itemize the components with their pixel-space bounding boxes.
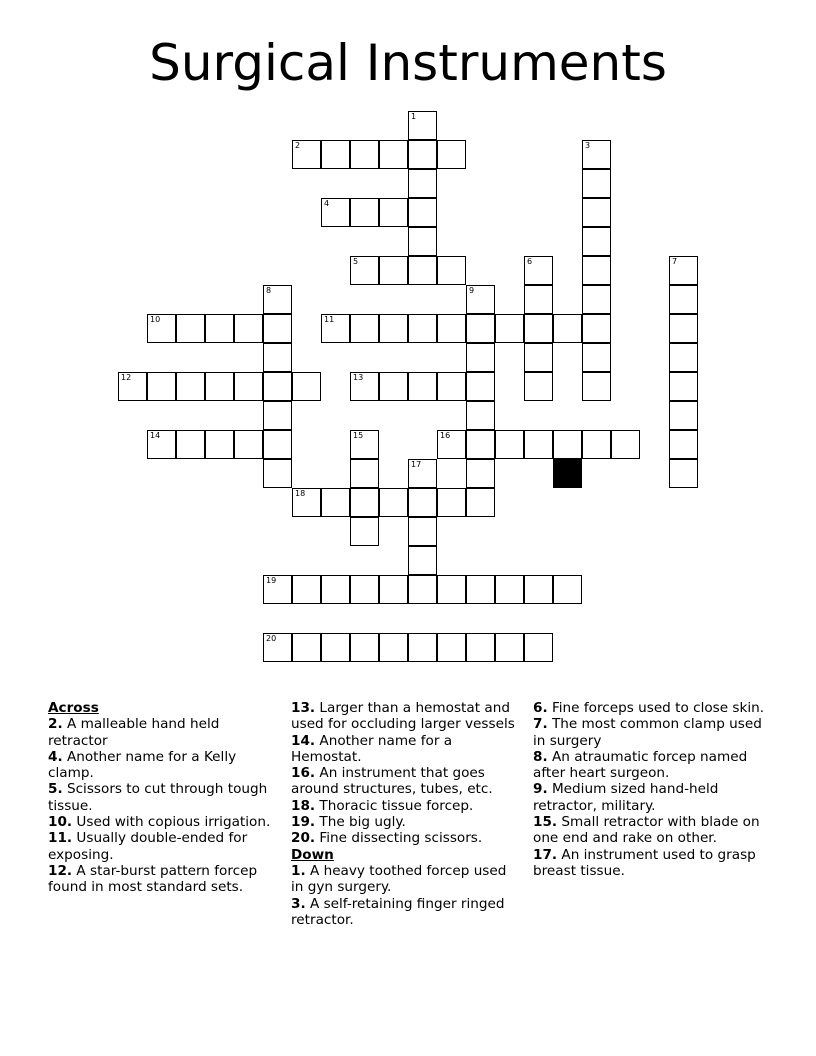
- grid-cell[interactable]: [350, 488, 379, 517]
- clue-across-11: 11. Usually double-ended for exposing.: [48, 830, 248, 863]
- grid-cell[interactable]: [582, 227, 611, 256]
- grid-cell[interactable]: [553, 575, 582, 604]
- grid-cell[interactable]: [321, 140, 350, 169]
- grid-cell[interactable]: [553, 430, 582, 459]
- clue-number: 8: [266, 286, 272, 295]
- grid-cell[interactable]: [408, 488, 437, 517]
- grid-cell[interactable]: [582, 314, 611, 343]
- grid-cell[interactable]: [350, 314, 379, 343]
- clue-number: 5: [353, 257, 359, 266]
- clue-number: 14: [150, 431, 161, 440]
- grid-cell[interactable]: [437, 372, 466, 401]
- grid-cell[interactable]: [524, 285, 553, 314]
- grid-cell[interactable]: [176, 372, 205, 401]
- grid-cell[interactable]: [582, 343, 611, 372]
- grid-cell[interactable]: [234, 314, 263, 343]
- grid-cell[interactable]: [292, 488, 321, 517]
- clue-down-8: 8. An atraumatic forcep named after heart surgeon.: [533, 748, 748, 782]
- clue-number: 2: [295, 141, 301, 150]
- grid-cell[interactable]: [350, 140, 379, 169]
- grid-cell[interactable]: [582, 140, 611, 169]
- grid-cell[interactable]: [669, 343, 698, 372]
- grid-cell[interactable]: [263, 401, 292, 430]
- clue-number: 13: [353, 373, 364, 382]
- clue-number: 4: [324, 199, 330, 208]
- grid-cell[interactable]: [350, 372, 379, 401]
- grid-cell[interactable]: [263, 633, 292, 662]
- clue-number: 9: [469, 286, 475, 295]
- grid-cell[interactable]: [379, 198, 408, 227]
- grid-cell[interactable]: [582, 372, 611, 401]
- clue-down-17: 17. An instrument used to grasp breast tissue.: [533, 846, 756, 879]
- clue-number: 6: [527, 257, 533, 266]
- clue-number: 1: [411, 112, 417, 121]
- clue-across-16: 16. An instrument that goes around structures, tubes, etc.: [291, 765, 493, 798]
- grid-cell[interactable]: [321, 314, 350, 343]
- clue-number: 19: [266, 576, 277, 585]
- grid-cell[interactable]: [466, 633, 495, 662]
- grid-cell[interactable]: [669, 314, 698, 343]
- clue-down-1: 1. A heavy toothed forcep used in gyn surgery.: [291, 862, 507, 896]
- grid-cell[interactable]: [582, 169, 611, 198]
- grid-cell[interactable]: [379, 140, 408, 169]
- puzzle-title: Surgical Instruments: [149, 34, 667, 92]
- clues-column-2: [291, 700, 523, 928]
- grid-cell[interactable]: [408, 517, 437, 546]
- grid-cell[interactable]: [524, 575, 553, 604]
- grid-cell[interactable]: [234, 430, 263, 459]
- grid-cell[interactable]: [582, 256, 611, 285]
- clue-across-19: 19. The big ugly.: [291, 814, 406, 831]
- grid-cell[interactable]: [350, 198, 379, 227]
- grid-cell[interactable]: [263, 314, 292, 343]
- grid-cell[interactable]: [466, 343, 495, 372]
- grid-cell[interactable]: [147, 314, 176, 343]
- grid-cell[interactable]: [350, 633, 379, 662]
- grid-cell[interactable]: [176, 430, 205, 459]
- clue-number: 15: [353, 431, 364, 440]
- clue-number: 16: [440, 431, 451, 440]
- grid-cell[interactable]: [408, 314, 437, 343]
- grid-cell[interactable]: [495, 575, 524, 604]
- clue-number: 18: [295, 489, 306, 498]
- grid-cell[interactable]: [669, 430, 698, 459]
- grid-cell[interactable]: [263, 459, 292, 488]
- grid-cell[interactable]: [350, 256, 379, 285]
- grid-cell[interactable]: [350, 459, 379, 488]
- clue-number: 7: [672, 257, 678, 266]
- grid-cell[interactable]: [379, 256, 408, 285]
- grid-cell[interactable]: [321, 488, 350, 517]
- grid-cell[interactable]: [437, 430, 466, 459]
- clue-number: 10: [150, 315, 161, 324]
- grid-cell[interactable]: [437, 140, 466, 169]
- grid-cell[interactable]: [466, 488, 495, 517]
- grid-cell[interactable]: [379, 314, 408, 343]
- grid-cell[interactable]: [263, 343, 292, 372]
- grid-cell[interactable]: [669, 401, 698, 430]
- clue-number: 12: [121, 373, 132, 382]
- grid-cell[interactable]: [495, 633, 524, 662]
- grid-cell[interactable]: [466, 401, 495, 430]
- grid-cell[interactable]: [379, 575, 408, 604]
- clue-number: 11: [324, 315, 335, 324]
- grid-cell[interactable]: [263, 372, 292, 401]
- grid-cell[interactable]: [350, 430, 379, 459]
- clue-number: 20: [266, 634, 277, 643]
- clue-down-6: 6. Fine forceps used to close skin.: [533, 700, 765, 716]
- grid-cell[interactable]: [669, 285, 698, 314]
- grid-cell[interactable]: [524, 372, 553, 401]
- grid-cell[interactable]: [408, 111, 437, 140]
- grid-cell[interactable]: [408, 256, 437, 285]
- grid-cell[interactable]: [408, 140, 437, 169]
- grid-cell[interactable]: [611, 430, 640, 459]
- grid-cell[interactable]: [582, 430, 611, 459]
- grid-cell[interactable]: [176, 314, 205, 343]
- grid-cell[interactable]: [205, 430, 234, 459]
- clue-across-12: 12. A star-burst pattern forcep found in most standard sets.: [48, 862, 258, 896]
- grid-cell[interactable]: [466, 575, 495, 604]
- grid-cell[interactable]: [292, 575, 321, 604]
- grid-cell[interactable]: [466, 430, 495, 459]
- grid-cell[interactable]: [495, 430, 524, 459]
- grid-cell[interactable]: [292, 633, 321, 662]
- grid-cell[interactable]: [408, 546, 437, 575]
- grid-cell[interactable]: [263, 285, 292, 314]
- clue-across-10: 10. Used with copious irrigation.: [48, 814, 271, 831]
- grid-cell[interactable]: [350, 517, 379, 546]
- clue-number: 17: [411, 460, 422, 469]
- grid-cell[interactable]: [263, 575, 292, 604]
- grid-cell[interactable]: [582, 285, 611, 314]
- grid-cell[interactable]: [379, 633, 408, 662]
- grid-cell[interactable]: [205, 314, 234, 343]
- grid-cell[interactable]: [292, 140, 321, 169]
- grid-cell[interactable]: [466, 285, 495, 314]
- black-square: [553, 459, 582, 488]
- grid-cell[interactable]: [524, 430, 553, 459]
- grid-cell[interactable]: [147, 430, 176, 459]
- grid-cell[interactable]: [669, 459, 698, 488]
- grid-cell[interactable]: [408, 575, 437, 604]
- clue-across-4: 4. Another name for a Kelly clamp.: [48, 748, 237, 782]
- grid-cell[interactable]: [118, 372, 147, 401]
- grid-cell[interactable]: [466, 314, 495, 343]
- clue-down-3: 3. A self-retaining finger ringed retractor.: [291, 895, 505, 928]
- clue-down-9: 9. Medium sized hand-held retractor, military.: [533, 781, 719, 814]
- grid-cell[interactable]: [669, 256, 698, 285]
- clue-across-14: 14. Another name for a Hemostat.: [291, 732, 453, 765]
- grid-cell[interactable]: [408, 198, 437, 227]
- grid-cell[interactable]: [321, 575, 350, 604]
- grid-cell[interactable]: [437, 575, 466, 604]
- clue-across-5: 5. Scissors to cut through tough tissue.: [48, 781, 268, 814]
- grid-cell[interactable]: [321, 633, 350, 662]
- grid-cell[interactable]: [408, 372, 437, 401]
- clue-across-18: 18. Thoracic tissue forcep.: [291, 797, 474, 814]
- grid-cell[interactable]: [524, 256, 553, 285]
- grid-cell[interactable]: [147, 372, 176, 401]
- grid-cell[interactable]: [553, 314, 582, 343]
- grid-cell[interactable]: [408, 227, 437, 256]
- grid-cell[interactable]: [408, 633, 437, 662]
- grid-cell[interactable]: [408, 169, 437, 198]
- grid-cell[interactable]: [437, 633, 466, 662]
- clues-column-3: [533, 700, 769, 879]
- grid-cell[interactable]: [524, 343, 553, 372]
- grid-cell[interactable]: [408, 459, 437, 488]
- grid-cell[interactable]: [205, 372, 234, 401]
- grid-cell[interactable]: [379, 488, 408, 517]
- clue-down-7: 7. The most common clamp used in surgery: [533, 716, 762, 749]
- grid-cell[interactable]: [292, 372, 321, 401]
- grid-cell[interactable]: [466, 459, 495, 488]
- grid-cell[interactable]: [437, 256, 466, 285]
- grid-cell[interactable]: [524, 314, 553, 343]
- across-heading: Across: [48, 700, 99, 716]
- grid-cell[interactable]: [350, 575, 379, 604]
- grid-cell[interactable]: [321, 198, 350, 227]
- clue-across-2: 2. A malleable hand held retractor: [48, 716, 220, 749]
- grid-cell[interactable]: [437, 488, 466, 517]
- grid-cell[interactable]: [466, 372, 495, 401]
- grid-cell[interactable]: [437, 314, 466, 343]
- clue-across-20: 20. Fine dissecting scissors.: [291, 830, 483, 847]
- grid-cell[interactable]: [582, 198, 611, 227]
- grid-cell[interactable]: [234, 372, 263, 401]
- grid-cell[interactable]: [524, 633, 553, 662]
- grid-cell[interactable]: [669, 372, 698, 401]
- clues-column-1: [48, 700, 278, 896]
- clue-number: 3: [585, 141, 591, 150]
- grid-cell[interactable]: [379, 372, 408, 401]
- clue-across-13: 13. Larger than a hemostat and used for occluding larger vessels: [291, 700, 515, 733]
- grid-cell[interactable]: [495, 314, 524, 343]
- grid-cell[interactable]: [263, 430, 292, 459]
- down-heading: Down: [291, 846, 334, 863]
- clue-down-15: 15. Small retractor with blade on one end and rake on other.: [533, 814, 760, 847]
